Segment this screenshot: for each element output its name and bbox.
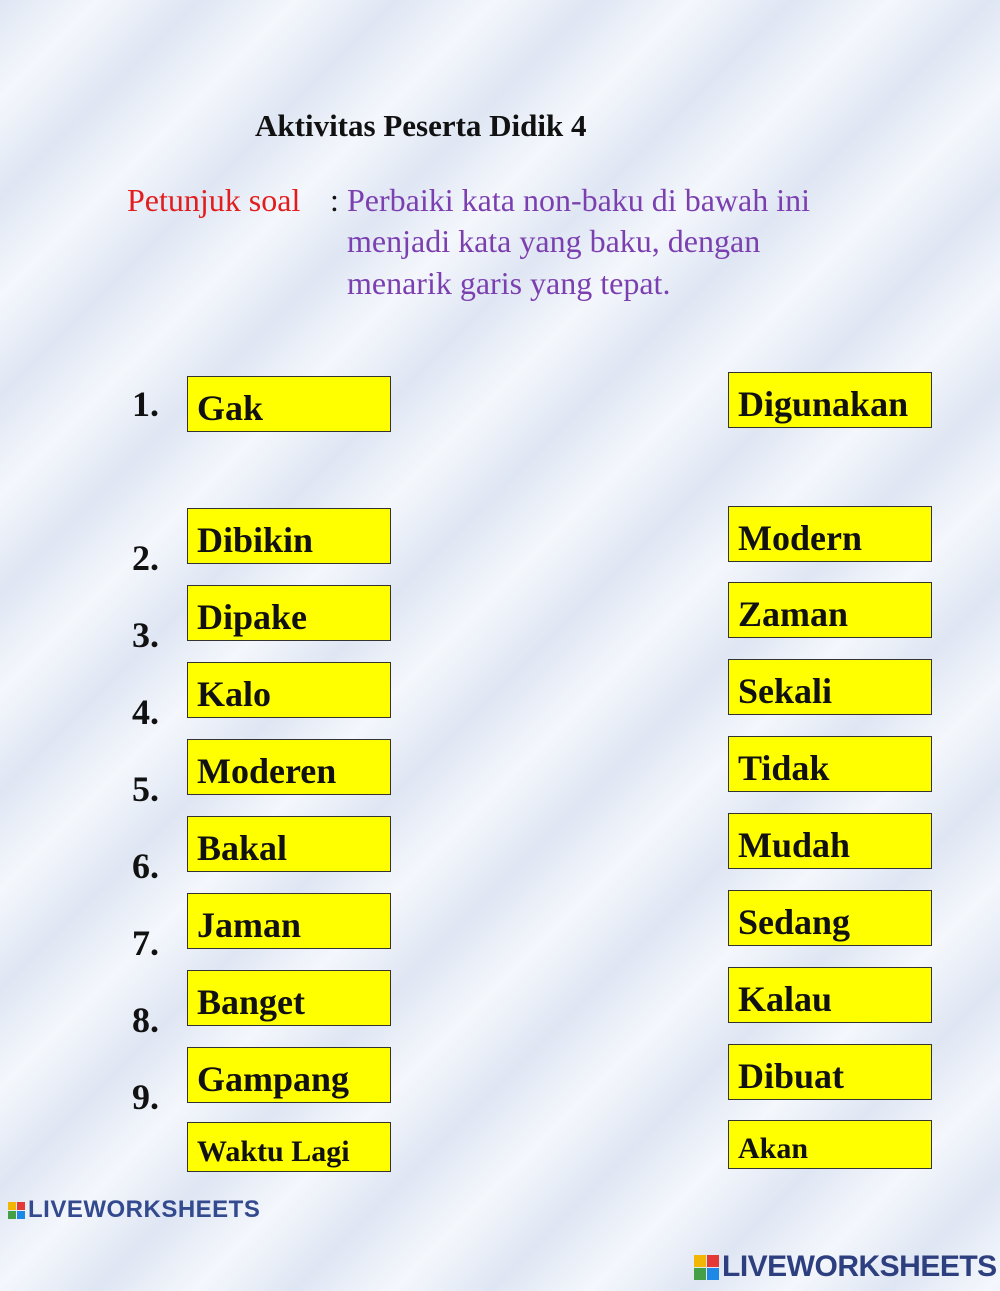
- left-word-box-10[interactable]: [187, 1122, 391, 1172]
- left-word-box-7[interactable]: [187, 893, 391, 949]
- instruction-line-3: menarik garis yang tepat.: [347, 265, 671, 301]
- liveworksheets-logo-small: [8, 1196, 260, 1224]
- right-word-label: Dibuat: [738, 1056, 845, 1096]
- logo-text: LIVEWORKSHEETS: [722, 1250, 997, 1283]
- instruction-line-1: Perbaiki kata non-baku di bawah ini: [347, 182, 810, 218]
- left-word-label: Dibikin: [197, 520, 314, 560]
- right-word-label: Kalau: [738, 979, 833, 1019]
- item-number-3: 3.: [132, 615, 159, 655]
- logo-text: LIVEWORKSHEETS: [28, 1196, 261, 1223]
- right-word-box-5[interactable]: [728, 736, 932, 792]
- page-title: Aktivitas Peserta Didik 4: [255, 108, 587, 143]
- right-word-label: Modern: [738, 518, 862, 558]
- item-number-1: 1.: [132, 384, 159, 424]
- instruction-line-2: menjadi kata yang baku, dengan: [347, 223, 761, 259]
- left-word-label: Waktu Lagi: [197, 1135, 350, 1168]
- right-word-box-3[interactable]: [728, 582, 932, 638]
- liveworksheets-logo-icon: [8, 1202, 25, 1219]
- instruction-label: Petunjuk soal: [127, 182, 301, 218]
- item-number-5: 5.: [132, 769, 159, 809]
- liveworksheets-logo-icon: [694, 1255, 719, 1280]
- right-word-box-10[interactable]: [728, 1120, 932, 1169]
- right-word-label: Sedang: [738, 902, 851, 942]
- left-word-box-8[interactable]: [187, 970, 391, 1026]
- right-word-label: Tidak: [738, 748, 830, 788]
- right-word-box-9[interactable]: [728, 1044, 932, 1100]
- item-number-8: 8.: [132, 1000, 159, 1040]
- left-word-label: Dipake: [197, 597, 308, 637]
- right-word-box-1[interactable]: [728, 372, 932, 428]
- left-word-box-5[interactable]: [187, 739, 391, 795]
- item-number-7: 7.: [132, 923, 159, 963]
- item-number-6: 6.: [132, 846, 159, 886]
- left-word-box-2[interactable]: [187, 508, 391, 564]
- right-word-label: Digunakan: [738, 384, 909, 424]
- left-word-label: Gak: [197, 388, 264, 428]
- item-number-4: 4.: [132, 692, 159, 732]
- right-word-label: Mudah: [738, 825, 851, 865]
- left-word-label: Gampang: [197, 1059, 350, 1099]
- right-word-box-6[interactable]: [728, 813, 932, 869]
- liveworksheets-logo-large: [694, 1250, 997, 1284]
- item-number-2: 2.: [132, 538, 159, 578]
- item-number-9: 9.: [132, 1077, 159, 1117]
- left-word-box-1[interactable]: [187, 376, 391, 432]
- right-word-label: Zaman: [738, 594, 849, 634]
- left-word-box-9[interactable]: [187, 1047, 391, 1103]
- instruction-colon: :: [330, 182, 339, 218]
- left-word-label: Kalo: [197, 674, 272, 714]
- left-word-label: Moderen: [197, 751, 337, 791]
- right-word-box-4[interactable]: [728, 659, 932, 715]
- left-word-box-3[interactable]: [187, 585, 391, 641]
- right-word-label: Akan: [738, 1132, 809, 1165]
- left-word-label: Bakal: [197, 828, 288, 868]
- right-word-label: Sekali: [738, 671, 833, 711]
- left-word-label: Banget: [197, 982, 305, 1022]
- right-word-box-7[interactable]: [728, 890, 932, 946]
- right-word-box-2[interactable]: [728, 506, 932, 562]
- left-word-label: Jaman: [197, 905, 302, 945]
- left-word-box-6[interactable]: [187, 816, 391, 872]
- left-word-box-4[interactable]: [187, 662, 391, 718]
- right-word-box-8[interactable]: [728, 967, 932, 1023]
